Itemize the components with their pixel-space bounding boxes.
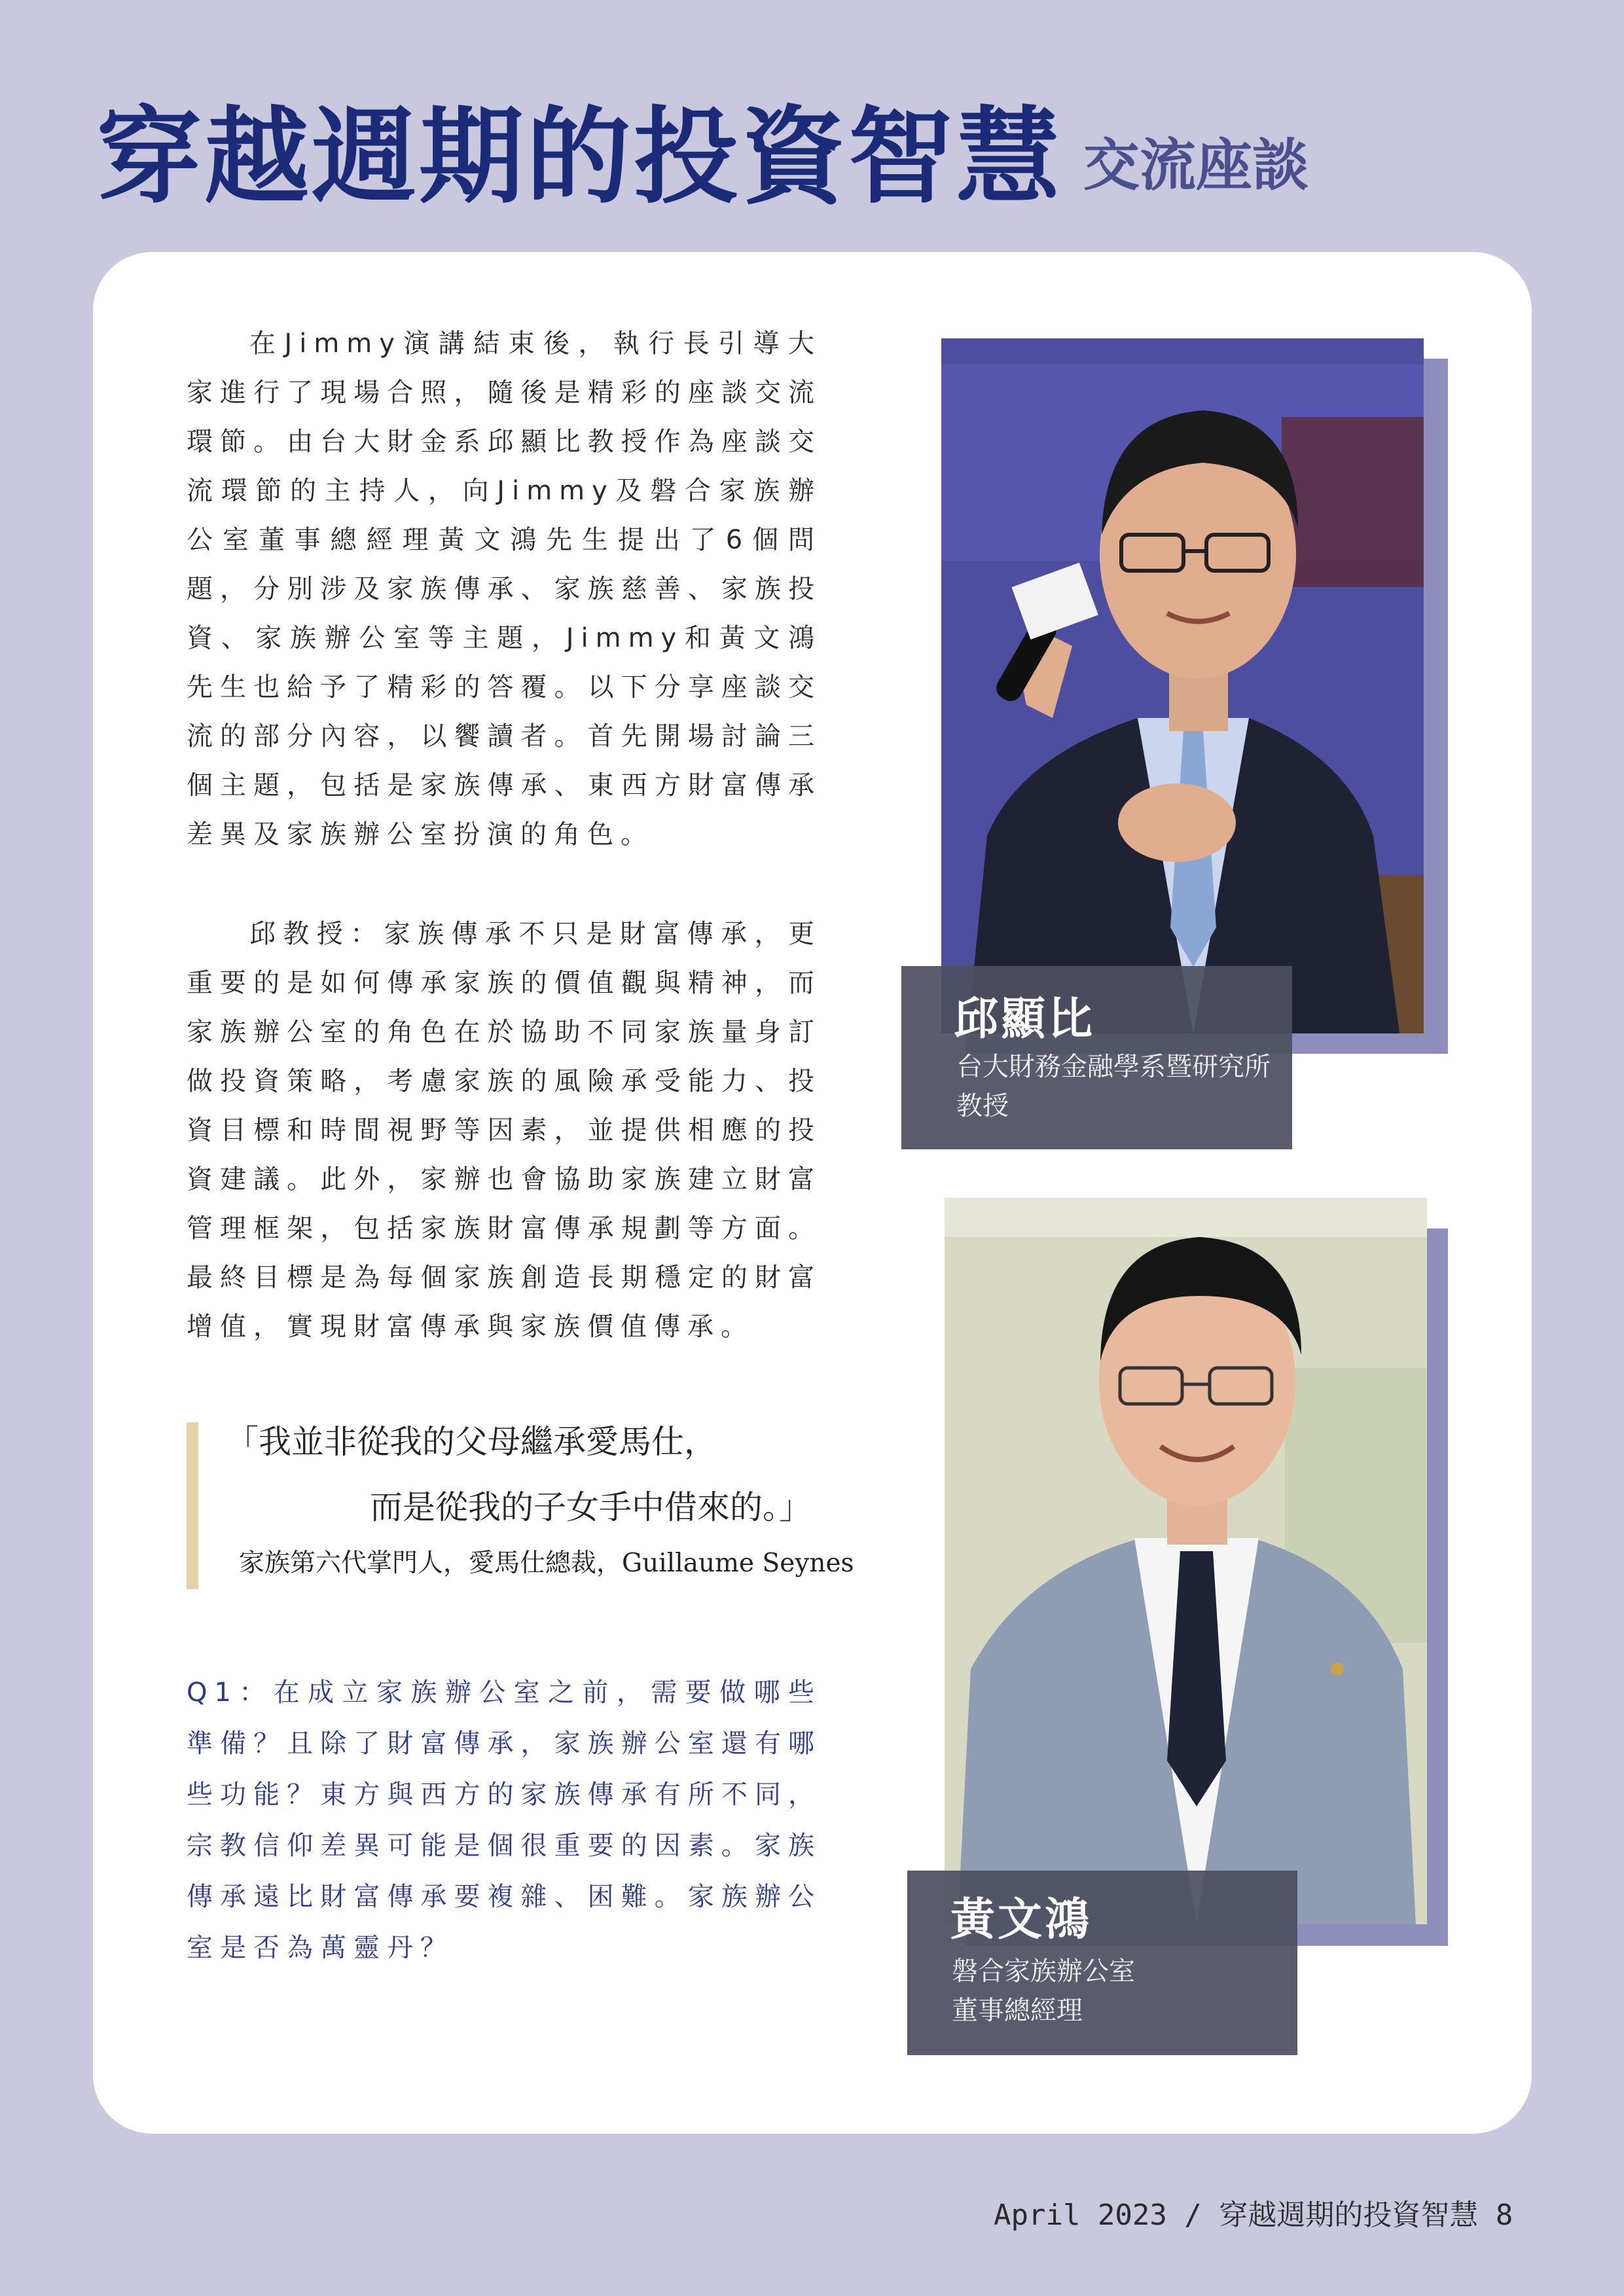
quote-line-2: 而是從我的子女手中借來的。」 [370,1488,812,1526]
person-2-role [952,1952,1135,2030]
page-title: 穿越週期的投資智慧 [97,96,1064,218]
page-footer: April 2023 / 穿越週期的投資智慧 8 [994,2198,1513,2232]
page-subtitle: 交流座談 [1083,133,1308,198]
person-1-role-line-1: 台大財務金融學系暨研究所 [956,1052,1271,1082]
photo-2-caption [907,1871,1297,2055]
quote-line-1: 「我並非從我的父母繼承愛馬仕， [226,1423,717,1461]
photo-2 [945,1198,1427,1924]
portrait-2-illustration [945,1198,1427,1924]
person-2-role-line-1: 磐合家族辦公室 [952,1956,1135,1986]
person-2-role-line-2: 董事總經理 [952,1996,1083,2026]
quote-source: 家族第六代掌門人，愛馬仕總裁，Guillaume Seynes [239,1549,854,1578]
portrait-1-illustration [941,338,1424,1033]
photo-1-caption [901,966,1292,1149]
intro-paragraph: 在Jimmy演講結束後，執行長引導大家進行了現場合照，隨後是精彩的座談交流環節。由台大財金系邱顯比教授作為座談交流環節的主持人，向Jimmy及磐合家族辦公室董事總經理黃文鴻先生提出了6個問題，分別涉及家族傳承、家族慈善、家族投資、家族辦公室等主題，Jimmy和黃文鴻先生也給予了精彩的答覆。以下分享座談交流的部分內容，以饗讀者。首先開場討論三個主題，包括是家族傳承、東西方財富傳承差異及家族辦公室扮演的角色。 [187,329,821,850]
professor-paragraph: 邱教授：家族傳承不只是財富傳承，更重要的是如何傳承家族的價值觀與精神，而家族辦公室的角色在於協助不同家族量身訂做投資策略，考慮家族的風險承受能力、投資目標和時間視野等因素，並提供相應的投資建議。此外，家辦也會協助家族建立財富管理框架，包括家族財富傳承規劃等方面。最終目標是為每個家族創造長期穩定的財富增值，實現財富傳承與家族價值傳承。 [187,919,821,1342]
person-1-role-line-2: 教授 [956,1091,1009,1121]
person-1-name: 邱顯比 [954,994,1096,1045]
quote-accent-bar [187,1422,198,1589]
question-1: Q1：在成立家族辦公室之前，需要做哪些準備？且除了財富傳承，家族辦公室還有哪些功能？東方與西方的家族傳承有所不同，宗教信仰差異可能是個很重要的因素。家族傳承遠比財富傳承要複雜、困難。家族辦公室是否為萬靈丹？ [187,1677,821,1963]
photo-1 [941,338,1424,1033]
person-2-name: 黃文鴻 [950,1894,1092,1946]
person-1-role [956,1047,1271,1126]
